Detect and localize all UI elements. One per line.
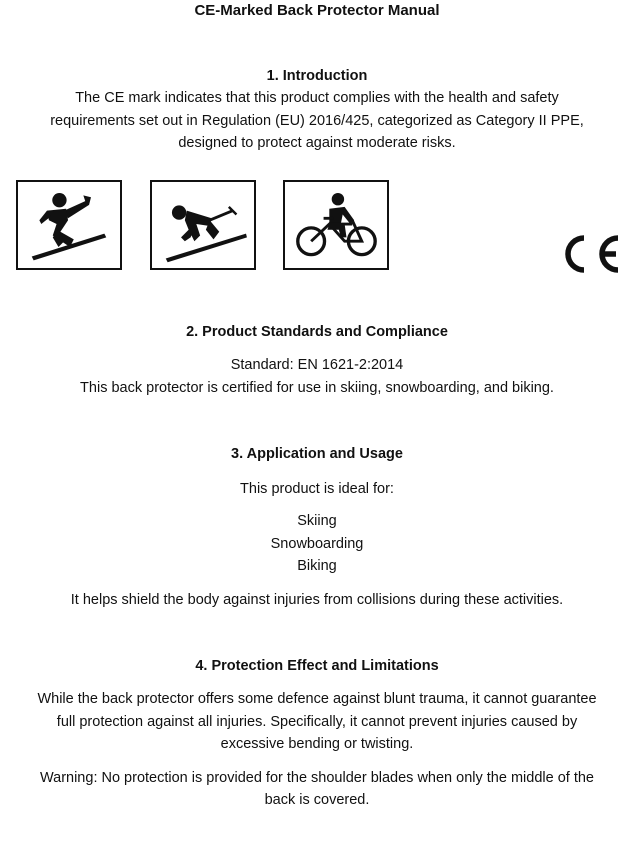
cyclist-pictogram xyxy=(283,180,389,270)
ce-mark-icon xyxy=(556,232,628,276)
limitations-line: While the back protector offers some defence against blunt trauma, it cannot guarantee xyxy=(37,691,597,707)
snowboarder-icon xyxy=(18,182,120,268)
skier-pictogram xyxy=(150,180,256,270)
warning-line: Warning: No protection is provided for the shoulder blades when only the middle of the xyxy=(39,770,594,786)
certification-line: This back protector is certified for use in skiing, snowboarding, and biking. xyxy=(80,380,554,396)
warning-line: back is covered. xyxy=(264,792,370,808)
snowboarder-pictogram xyxy=(16,180,122,270)
limitations-line: excessive bending or twisting. xyxy=(220,736,414,752)
document-title: CE-Marked Back Protector Manual xyxy=(194,2,440,19)
intro-line: The CE mark indicates that this product complies with the health and safety xyxy=(75,90,559,106)
section-heading-introduction: 1. Introduction xyxy=(266,68,368,84)
activity-list-item: Skiing xyxy=(297,513,337,529)
usage-intro: This product is ideal for: xyxy=(240,481,394,497)
skier-icon xyxy=(152,182,254,268)
activity-list-item: Biking xyxy=(297,558,337,574)
limitations-line: full protection against all injuries. Specifically, it cannot prevent injuries caused by xyxy=(56,714,578,730)
section-heading-limitations: 4. Protection Effect and Limitations xyxy=(195,658,439,674)
cyclist-icon xyxy=(285,182,387,268)
activity-list-item: Snowboarding xyxy=(270,536,364,552)
activity-pictograms xyxy=(0,180,634,280)
standard-line: Standard: EN 1621-2:2014 xyxy=(230,357,404,373)
usage-outro: It helps shield the body against injuries from collisions during these activities. xyxy=(70,592,564,608)
intro-line: requirements set out in Regulation (EU) 2016/425, categorized as Category II PPE, xyxy=(50,113,584,129)
intro-line: designed to protect against moderate risks. xyxy=(178,135,456,151)
section-heading-standards: 2. Product Standards and Compliance xyxy=(186,324,448,340)
section-heading-usage: 3. Application and Usage xyxy=(231,446,403,462)
